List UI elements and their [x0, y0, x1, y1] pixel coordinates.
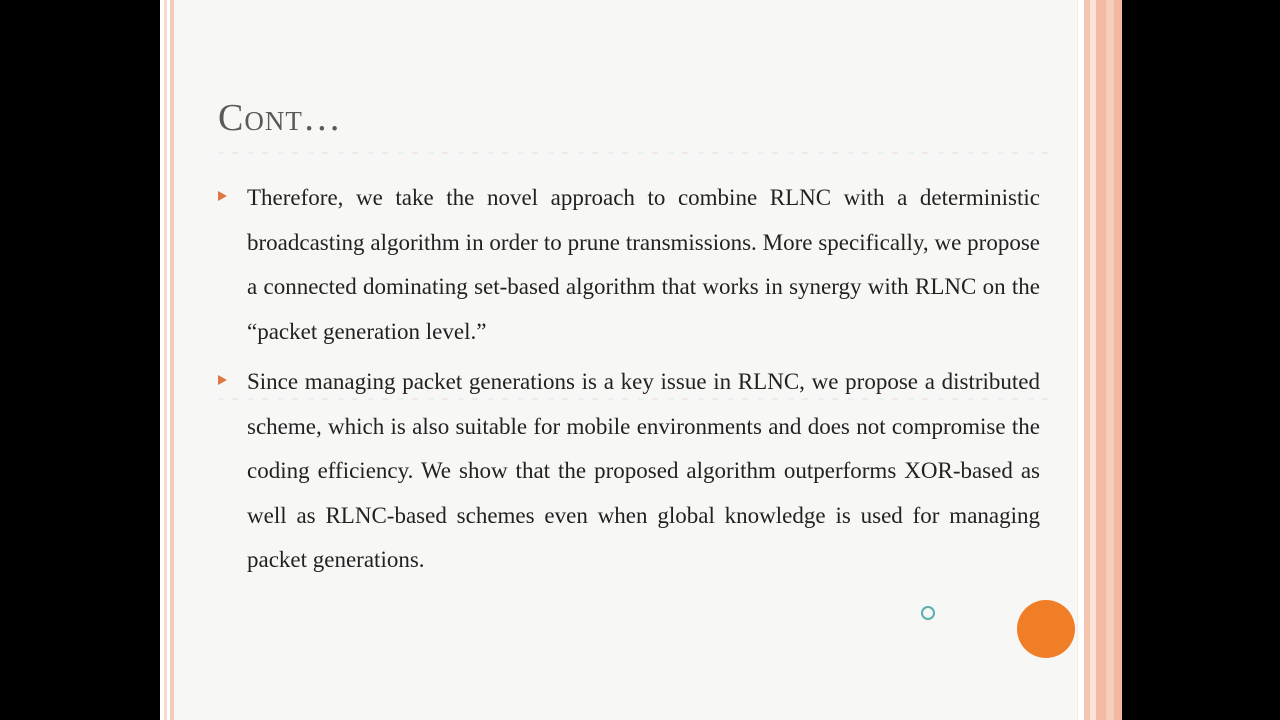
slide-canvas	[160, 0, 1122, 720]
right-border-decoration	[1078, 0, 1122, 720]
bullet-item	[218, 360, 1040, 583]
triangle-bullet-icon	[218, 375, 227, 385]
bullet-text: Since managing packet generations is a key issue in RLNC, we propose a distributed scheme, which is also suitable for mobile environments and does not compromise the coding efficiency. We show that the proposed algorithm outperforms XOR-based as well as RLNC-based schemes even when global knowledge is used for managing packet generations.	[247, 369, 1040, 572]
slide-title: Cont…	[218, 97, 342, 139]
loading-cursor-icon	[921, 606, 935, 620]
left-border-decoration	[160, 0, 174, 720]
ghost-divider	[218, 152, 1058, 154]
bullet-text: Therefore, we take the novel approach to combine RLNC with a deterministic broadcasting algorithm in order to prune transmissions. More specifically, we propose a connected dominating set-based algorithm that works in synergy with RLNC on the “packet generation level.”	[247, 185, 1040, 344]
bullet-list	[218, 176, 1040, 589]
orange-circle-icon	[1017, 600, 1075, 658]
triangle-bullet-icon	[218, 191, 227, 201]
bullet-item	[218, 176, 1040, 354]
